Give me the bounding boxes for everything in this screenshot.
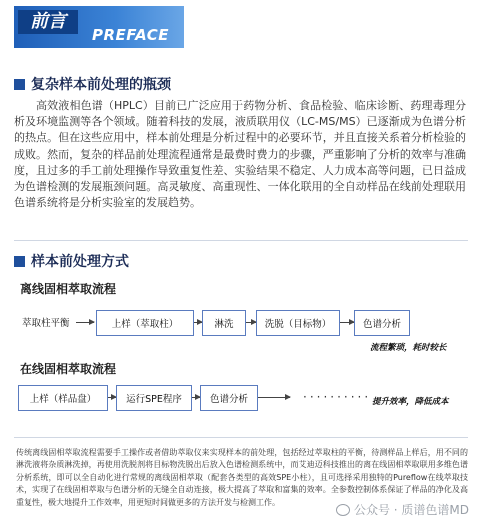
offline-step-1: 萃取柱平衡 [22, 314, 78, 330]
arrow-icon [76, 322, 94, 323]
arrow-icon [192, 397, 200, 398]
online-step-1: 上样（样品盘） [18, 385, 108, 411]
offline-step-5: 色谱分析 [354, 310, 410, 336]
online-step-3: 色谱分析 [200, 385, 258, 411]
arrow-icon [194, 322, 202, 323]
offline-step-3: 淋洗 [202, 310, 246, 336]
section2-title: 样本前处理方式 [14, 251, 129, 271]
section1-paragraph: 高效液相色谱（HPLC）目前已广泛应用于药物分析、食品检验、临床诊断、药理毒理分析及环境监测等各个领域。随着科技的发展，液质联用仪（LC-MS/MS）已逐渐成为色谱分析的热点。但在这些应用中，样本前处理是分析过程中的必要环节，并且直接关系着分析检验的成败。然而，复杂的样品前处理流程通常是最费时费力的步骤，严重影响了分析的效率与准确度，且过多的手工前处理操作导致重复性差、实验结果不稳定、人力成本高等问题，已日益成为色谱检测的发展瓶颈问题。高灵敏度、高重现性、一体化联用的全自动样品在线前处理联用色谱系统将是分析实验室的发展趋势。 [14, 99, 466, 210]
section-square-icon [14, 79, 25, 90]
preface-title-en: PREFACE [92, 26, 170, 44]
section-divider [14, 437, 468, 438]
arrow-icon [246, 322, 256, 323]
offline-note: 流程繁琐，耗时较长 [370, 343, 447, 353]
offline-step-2: 上样（萃取柱） [96, 310, 194, 336]
online-note: 提升效率，降低成本 [372, 397, 449, 407]
preface-header-band [14, 6, 184, 48]
arrow-icon [108, 397, 116, 398]
offline-step-4: 洗脱（目标物） [256, 310, 340, 336]
section1-title: 复杂样本前处理的瓶颈 [14, 74, 171, 94]
preface-title-cn: 前言 [18, 10, 78, 34]
section-divider [14, 240, 468, 241]
watermark: 公众号 · 质谱色谱MD [336, 501, 469, 518]
wechat-icon [336, 504, 350, 516]
online-flow-title: 在线固相萃取流程 [20, 362, 117, 376]
arrow-icon [258, 397, 290, 398]
arrow-icon [340, 322, 354, 323]
footer-paragraph: 传统离线固相萃取流程需要手工操作或者借助萃取仪来实现样本的前处理，包括经过萃取柱的平衡，待测样品上样后，用不同的淋洗液将杂质淋洗掉，再使用洗脱剂将目标物洗脱出后放入色谱检测系统中，而艾迪迈科技推出的离在线固相萃取联用多维色谱分析系统，即可以全自动化进行常规的离线固相萃取（配套各类型的高效SPE小柱），且可选择采用独特的Pureflow在线萃取技术，实现了在线固相萃取与色谱分析的无缝全自动连接，极大提高了萃取和富集的效率。全参数控制体系保证了样品的净化及高重复性，极大地提升工作效率，用更短时间做更多的方法开发与检测工作。 [16, 448, 468, 507]
online-step-2: 运行SPE程序 [116, 385, 192, 411]
online-dots: ·········· [303, 390, 372, 404]
offline-flow-title: 离线固相萃取流程 [20, 282, 117, 296]
section-square-icon [14, 256, 25, 267]
